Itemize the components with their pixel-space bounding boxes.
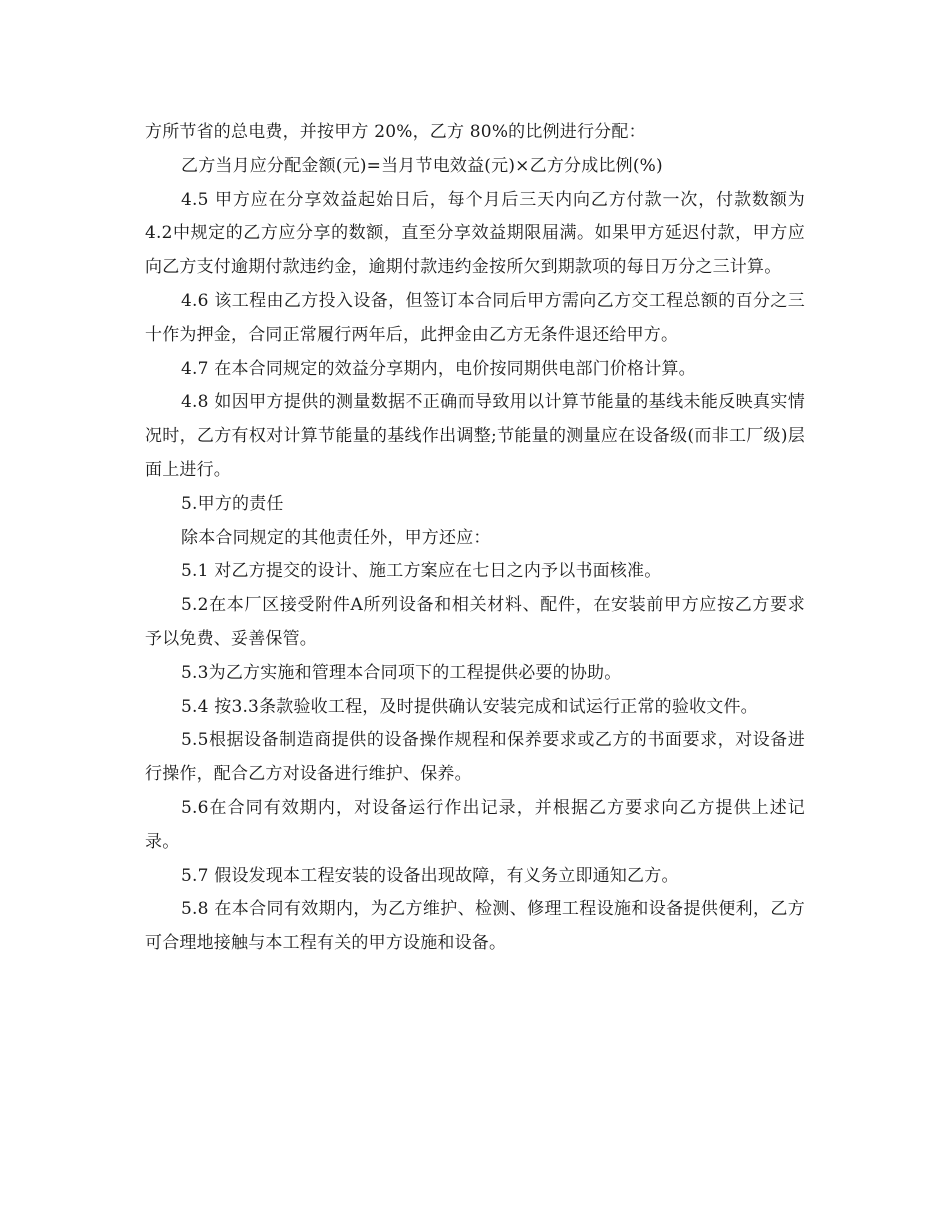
paragraph-clause-4-8: 4.8 如因甲方提供的测量数据不正确而导致用以计算节能量的基线未能反映真实情况时，乙方有权对计算节能量的基线作出调整;节能量的测量应在设备级(而非工厂级)层面上进行。	[145, 392, 805, 480]
paragraph-continuation: 方所节省的总电费，并按甲方 20%，乙方 80%的比例进行分配：	[145, 122, 646, 142]
paragraph-clause-5-7: 5.7 假设发现本工程安装的设备出现故障，有义务立即通知乙方。	[181, 865, 679, 886]
paragraph-clause-4-5: 4.5 甲方应在分享效益起始日后，每个月后三天内向乙方付款一次，付款数额为4.2中规定的乙方应分享的数额，直至分享效益期限届满。如果甲方延迟付款，甲方应向乙方支付逾期付款违约金，逾期付款违约金按所欠到期款项的每日万分之三计算。	[145, 189, 805, 278]
paragraph-clause-5-1: 5.1 对乙方提交的设计、施工方案应在七日之内予以书面核准。	[181, 561, 662, 582]
paragraph-clause-5-4: 5.4 按3.3条款验收工程，及时提供确认安装完成和试运行正常的验收文件。	[181, 696, 758, 717]
paragraph-section-5-intro: 除本合同规定的其他责任外，甲方还应：	[181, 527, 491, 548]
paragraph-clause-5-5: 5.5根据设备制造商提供的设备操作规程和保养要求或乙方的书面要求，对设备进行操作，配合乙方对设备进行维护、保养。	[145, 730, 805, 785]
paragraph-clause-5-6: 5.6在合同有效期内，对设备运行作出记录，并根据乙方要求向乙方提供上述记录。	[145, 797, 805, 852]
section-heading-party-a-responsibility: 5.甲方的责任	[181, 493, 284, 514]
document-body	[145, 116, 805, 961]
paragraph-clause-5-2: 5.2在本厂区接受附件A所列设备和相关材料、配件，在安装前甲方应按乙方要求予以免费、妥善保管。	[145, 595, 805, 649]
paragraph-clause-5-3: 5.3为乙方实施和管理本合同项下的工程提供必要的协助。	[181, 662, 622, 683]
paragraph-formula: 乙方当月应分配金额(元)=当月节电效益(元)×乙方分成比例(%)	[181, 155, 663, 176]
paragraph-clause-4-6: 4.6 该工程由乙方投入设备，但签订本合同后甲方需向乙方交工程总额的百分之三十作为押金，合同正常履行两年后，此押金由乙方无条件退还给甲方。	[145, 290, 805, 345]
paragraph-clause-5-8: 5.8 在本合同有效期内，为乙方维护、检测、修理工程设施和设备提供便利，乙方可合理地接触与本工程有关的甲方设施和设备。	[145, 899, 805, 954]
paragraph-clause-4-7: 4.7 在本合同规定的效益分享期内，电价按同期供电部门价格计算。	[181, 358, 696, 379]
